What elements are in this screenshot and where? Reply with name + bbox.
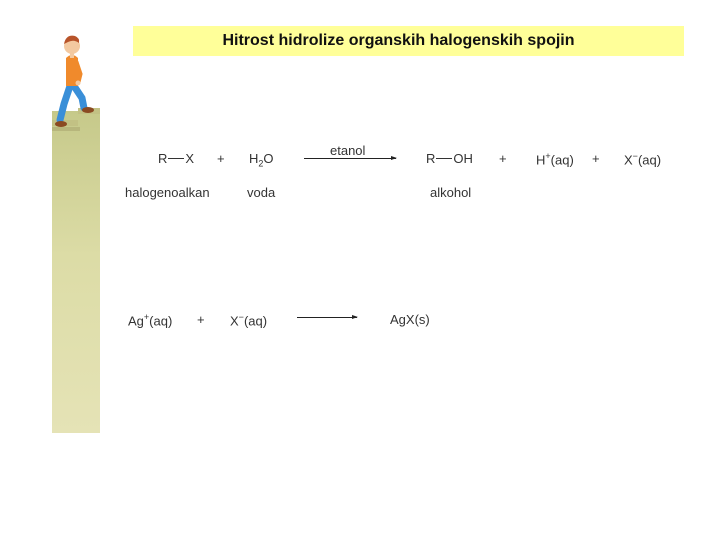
- product-halide-ion: [624, 151, 661, 167]
- label-alcohol: alkohol: [430, 185, 472, 200]
- hydrogen-charge: +: [545, 151, 551, 161]
- halide-symbol: X: [624, 152, 633, 168]
- reactant-haloalkane: [158, 151, 194, 166]
- product-r: R: [426, 151, 436, 166]
- reaction-arrow-2: [297, 317, 357, 318]
- reaction-arrow-1: [304, 158, 396, 159]
- label-haloalkane: halogenoalkan: [125, 185, 210, 200]
- halide-charge-2: −: [238, 312, 244, 322]
- title-bar: [133, 26, 684, 56]
- stair-column: [52, 111, 100, 433]
- slide-title: Hitrost hidrolize organskih halogenskih spojin: [222, 32, 575, 49]
- product-oh: OH: [453, 151, 473, 166]
- reactant-halide-ion: [230, 312, 267, 328]
- reactant-r: R: [158, 151, 168, 166]
- product-hydrogen-ion: [536, 151, 574, 167]
- silver-symbol: Ag: [128, 313, 144, 329]
- single-bond: [168, 158, 184, 159]
- water-subscript: 2: [258, 158, 264, 169]
- plus-sign-3: +: [592, 151, 600, 166]
- water-h: H: [249, 151, 259, 166]
- reactant-silver-ion: [128, 312, 172, 328]
- single-bond: [436, 158, 452, 159]
- plus-sign-4: +: [197, 312, 205, 327]
- plus-sign-2: +: [499, 151, 507, 166]
- label-water: voda: [247, 185, 276, 200]
- hydrogen-state: (aq): [550, 152, 574, 168]
- reaction-condition: etanol: [330, 143, 366, 158]
- water-o: O: [263, 151, 274, 166]
- silver-state: (aq): [149, 313, 173, 329]
- plus-sign-1: +: [217, 151, 225, 166]
- reactant-water: [249, 151, 274, 169]
- halide-state: (aq): [637, 152, 662, 168]
- halide-state-2: (aq): [243, 313, 268, 329]
- halide-charge: −: [632, 151, 638, 161]
- reactant-x: X: [185, 151, 195, 166]
- hydrogen-symbol: H: [536, 152, 546, 168]
- halide-symbol-2: X: [230, 313, 239, 329]
- product-silver-halide: AgX(s): [390, 312, 430, 327]
- product-alcohol: [426, 151, 473, 166]
- person-climbing-stairs-icon: [48, 28, 104, 132]
- silver-charge: +: [143, 312, 150, 322]
